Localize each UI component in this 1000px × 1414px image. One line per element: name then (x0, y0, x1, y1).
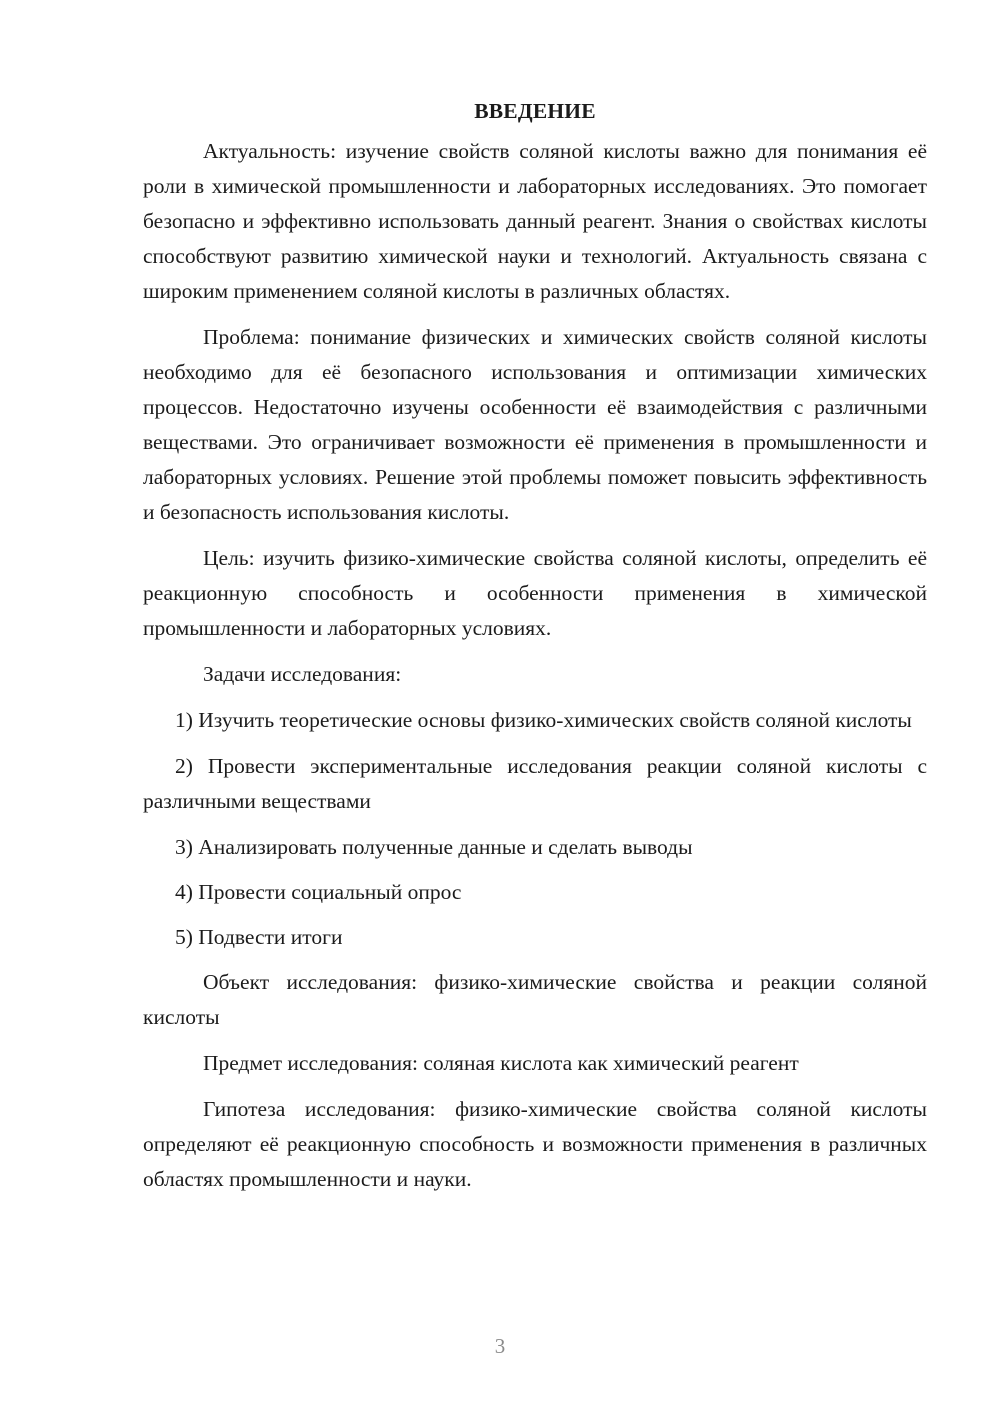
task-item-4: 4) Провести социальный опрос (175, 880, 462, 904)
hypothesis-paragraph: Гипотеза исследования: физико-химические свойства соляной кислоты определяют её реакционную способность и возможности применения в различных областях промышленности и науки. (143, 1097, 927, 1191)
page-title: ВВЕДЕНИЕ (474, 99, 596, 123)
object-paragraph: Объект исследования: физико-химические свойства и реакции соляной кислоты (143, 970, 927, 1029)
task-item-2: 2) Провести экспериментальные исследования реакции соляной кислоты с различными веществами (143, 754, 927, 813)
goal-paragraph: Цель: изучить физико-химические свойства соляной кислоты, определить её реакционную способность и особенности применения в химической промышленности и лабораторных условиях. (143, 546, 927, 640)
tasks-heading: Задачи исследования: (203, 662, 402, 686)
task-item-5: 5) Подвести итоги (175, 925, 343, 949)
relevance-paragraph: Актуальность: изучение свойств соляной кислоты важно для понимания её роли в химической промышленности и лабораторных исследованиях. Это помогает безопасно и эффективно использовать данный реагент. Знания о свойствах кислоты способствуют развитию химической науки и технологий. Актуальность связана с широким применением соляной кислоты в различных областях. (143, 139, 927, 303)
task-item-1: 1) Изучить теоретические основы физико-химических свойств соляной кислоты (175, 708, 912, 732)
task-item-3: 3) Анализировать полученные данные и сделать выводы (175, 835, 693, 859)
page-number: 3 (494, 1334, 506, 1358)
document-body (143, 96, 927, 1208)
subject-paragraph: Предмет исследования: соляная кислота как химический реагент (203, 1051, 799, 1075)
problem-paragraph: Проблема: понимание физических и химических свойств соляной кислоты необходимо для её безопасного использования и оптимизации химических процессов. Недостаточно изучены особенности её взаимодействия с различными веществами. Это ограничивает возможности её применения в промышленности и лабораторных условиях. Решение этой проблемы поможет повысить эффективность и безопасность использования кислоты. (143, 325, 927, 524)
